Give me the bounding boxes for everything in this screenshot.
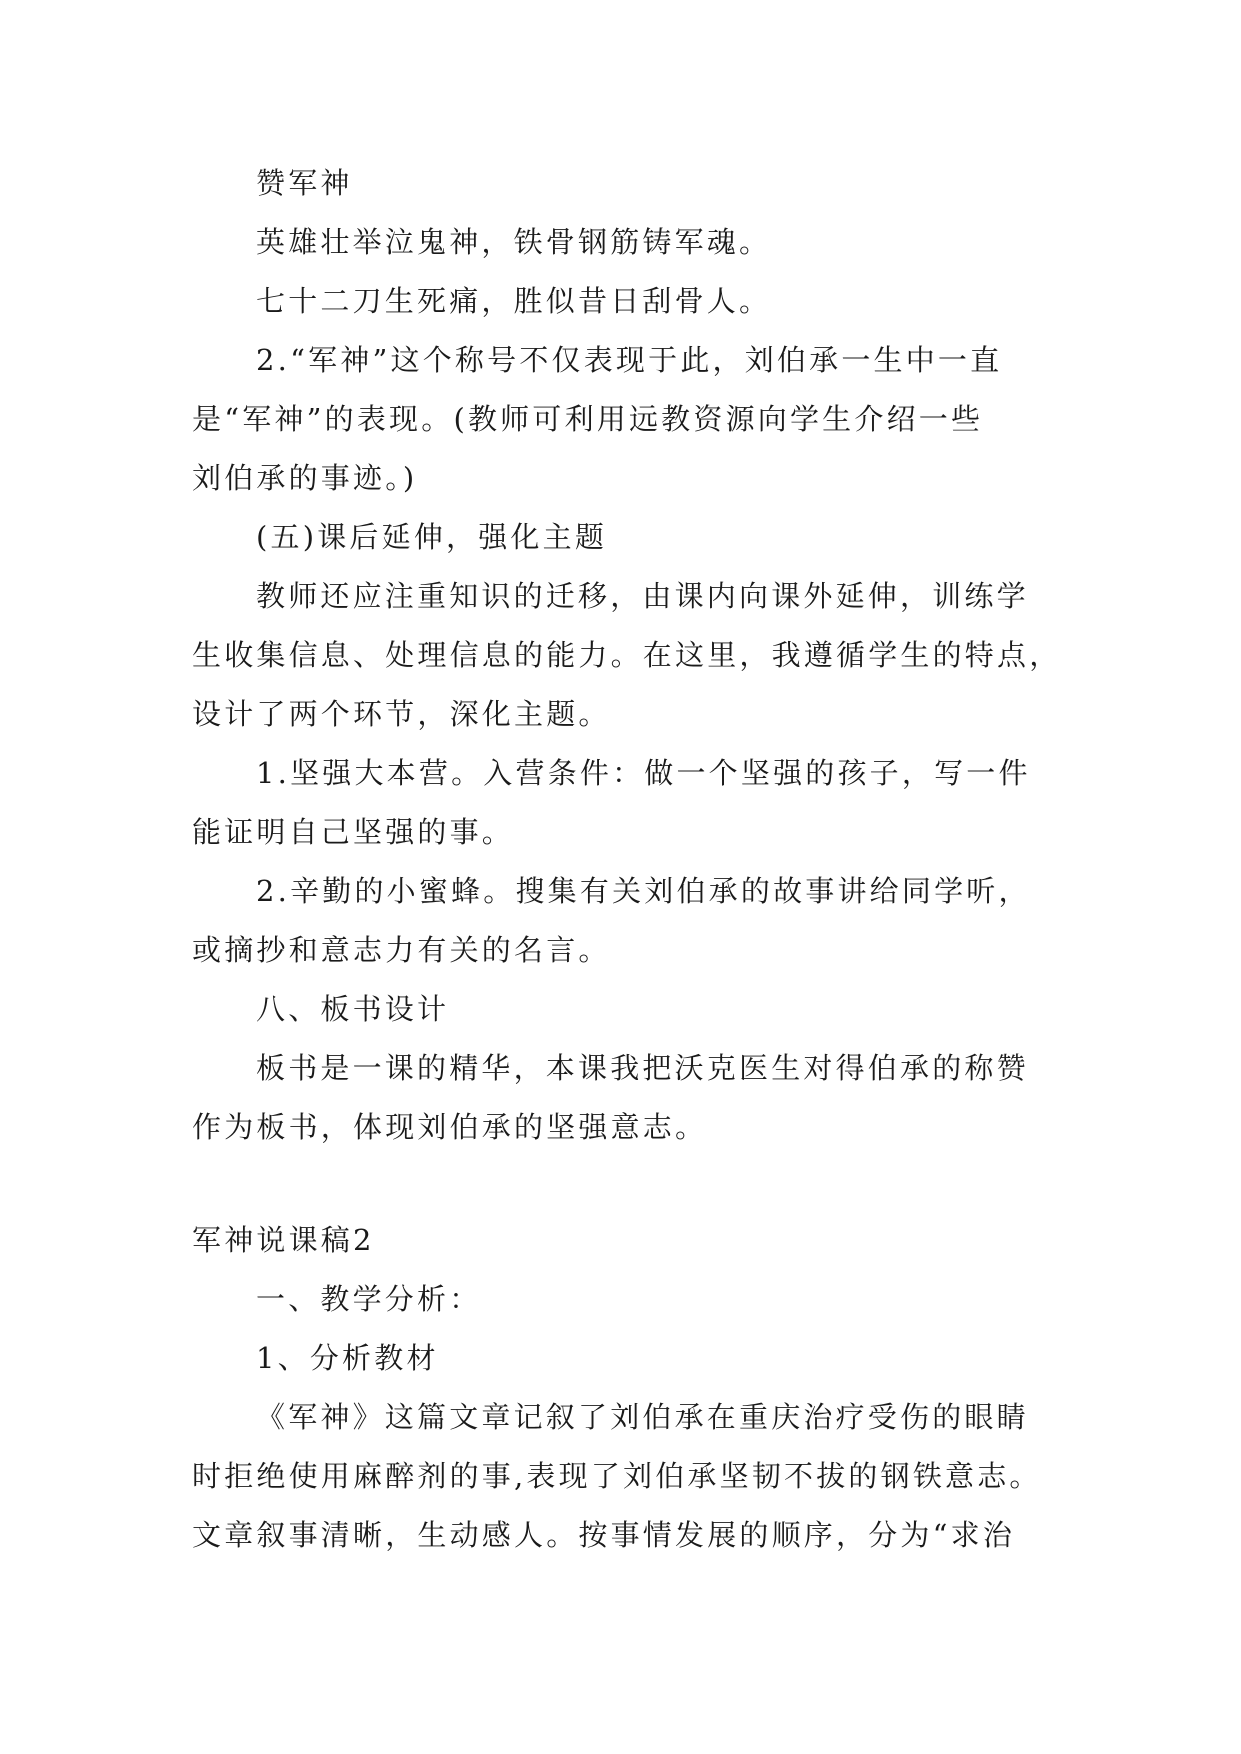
paragraph-line: 是“军神”的表现。(教师可利用远教资源向学生介绍一些: [192, 402, 984, 436]
paragraph-line: 刘伯承的事迹。): [192, 461, 418, 495]
paragraph-line: 教师还应注重知识的迁移，由课内向课外延伸，训练学: [256, 579, 1029, 613]
list-item: 2.辛勤的小蜜蜂。搜集有关刘伯承的故事讲给同学听，: [256, 874, 1031, 908]
paragraph-line: 板书是一课的精华，本课我把沃克医生对得伯承的称赞: [256, 1051, 1029, 1085]
paragraph-line: 《军神》这篇文章记叙了刘伯承在重庆治疗受伤的眼睛: [256, 1400, 1029, 1434]
paragraph-line: 设计了两个环节，深化主题。: [192, 697, 611, 731]
poem-line-2: 七十二刀生死痛，胜似昔日刮骨人。: [256, 284, 772, 318]
paragraph-line: 生收集信息、处理信息的能力。在这里，我遵循学生的特点，: [192, 638, 1062, 672]
poem-line-1: 英雄壮举泣鬼神，铁骨钢筋铸军魂。: [256, 225, 772, 259]
section-heading: 一、教学分析：: [256, 1282, 482, 1316]
paragraph-line: 2.“军神”这个称号不仅表现于此，刘伯承一生中一直: [256, 343, 1003, 377]
document-title: 军神说课稿2: [192, 1223, 375, 1257]
section-heading: (五)课后延伸，强化主题: [256, 520, 608, 554]
list-item: 1.坚强大本营。入营条件：做一个坚强的孩子，写一件: [256, 756, 1031, 790]
subsection-heading: 1、分析教材: [256, 1341, 439, 1375]
poem-title: 赞军神: [256, 166, 353, 200]
section-heading: 八、板书设计: [256, 992, 450, 1026]
paragraph-line: 时拒绝使用麻醉剂的事,表现了刘伯承坚韧不拔的钢铁意志。: [192, 1459, 1042, 1493]
paragraph-line: 或摘抄和意志力有关的名言。: [192, 933, 611, 967]
paragraph-line: 能证明自己坚强的事。: [192, 815, 515, 849]
paragraph-line: 作为板书，体现刘伯承的坚强意志。: [192, 1110, 708, 1144]
paragraph-line: 文章叙事清晰，生动感人。按事情发展的顺序，分为“求治: [192, 1518, 1016, 1552]
